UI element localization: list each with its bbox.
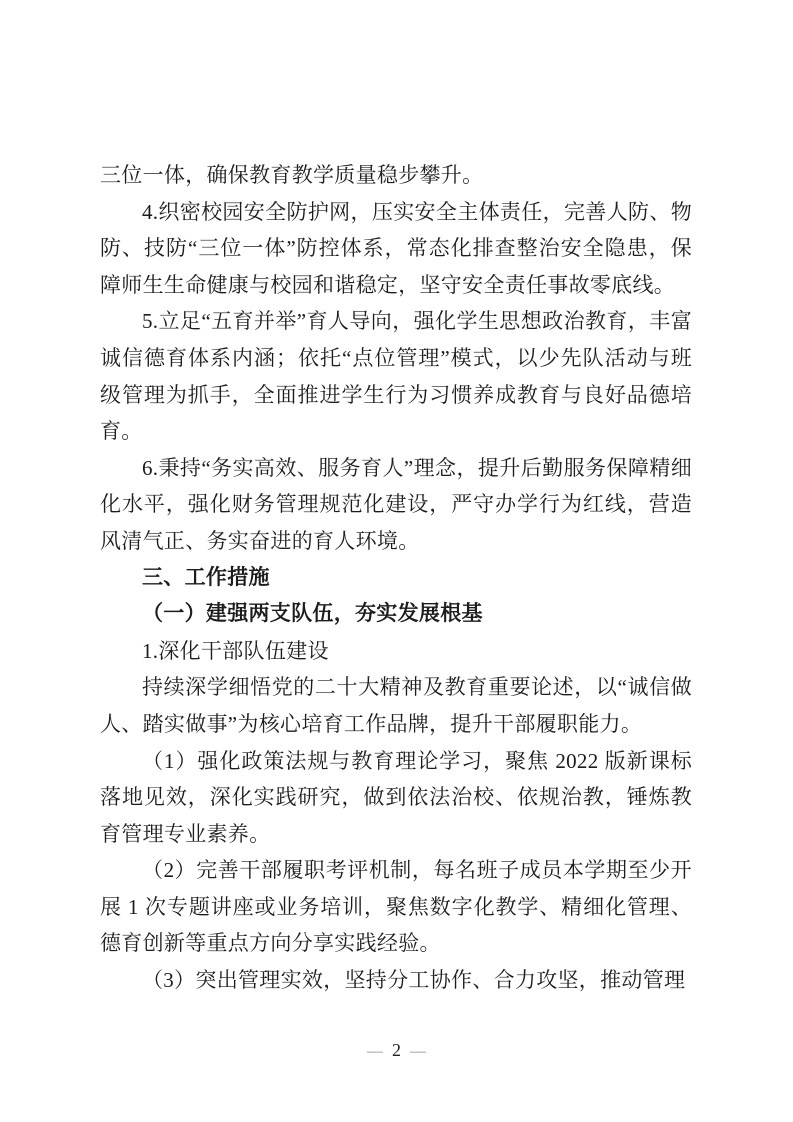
sub-item-title-cadre-team: 1.深化干部队伍建设 [142, 638, 329, 663]
numbered-item-4: 4.织密校园安全防护网，压实安全主体责任，完善人防、物防、技防“三位一体”防控体系，常态化排查整治安全隐患，保障师生生命健康与校园和谐稳定，坚守安全责任事故零底线。 [100, 199, 692, 297]
subsection-heading-team-building: （一）建强两支队伍，夯实发展根基 [142, 602, 483, 626]
document-body [100, 157, 692, 999]
numbered-item-6: 6.秉持“务实高效、服务育人”理念，提升后勤服务保障精细化水平，强化财务管理规范化建设，严守办学行为红线，营造风清气正、务实奋进的育人环境。 [100, 455, 692, 553]
footer-dash-left: — [367, 1043, 383, 1060]
sub-point-3: （3）突出管理实效，坚持分工协作、合力攻坚，推动管理 [142, 968, 686, 993]
paragraph-continuation: 三位一体，确保教育教学质量稳步攀升。 [100, 163, 484, 187]
numbered-item-5: 5.立足“五育并举”育人导向，强化学生思想政治教育，丰富诚信德育体系内涵；依托“点位管理”模式，以少先队活动与班级管理为抓手，全面推进学生行为习惯养成教育与良好品德培育。 [100, 309, 692, 444]
section-heading-work-measures: 三、工作措施 [142, 565, 270, 589]
sub-point-2: （2）完善干部履职考评机制，每名班子成员本学期至少开展 1 次专题讲座或业务培训，聚焦数字化教学、精细化管理、德育创新等重点方向分享实践经验。 [100, 858, 692, 956]
sub-point-1: （1）强化政策法规与教育理论学习，聚焦 2022 版新课标落地见效，深化实践研究，做到依法治校、依规治教，锤炼教育管理专业素养。 [100, 748, 692, 846]
paragraph-cadre-intro: 持续深学细悟党的二十大精神及教育重要论述，以“诚信做人、踏实做事”为核心培育工作品牌，提升干部履职能力。 [100, 675, 692, 736]
page-footer [0, 1036, 793, 1064]
footer-dash-right: — [410, 1043, 426, 1060]
footer-page-number: 2 [392, 1040, 401, 1060]
